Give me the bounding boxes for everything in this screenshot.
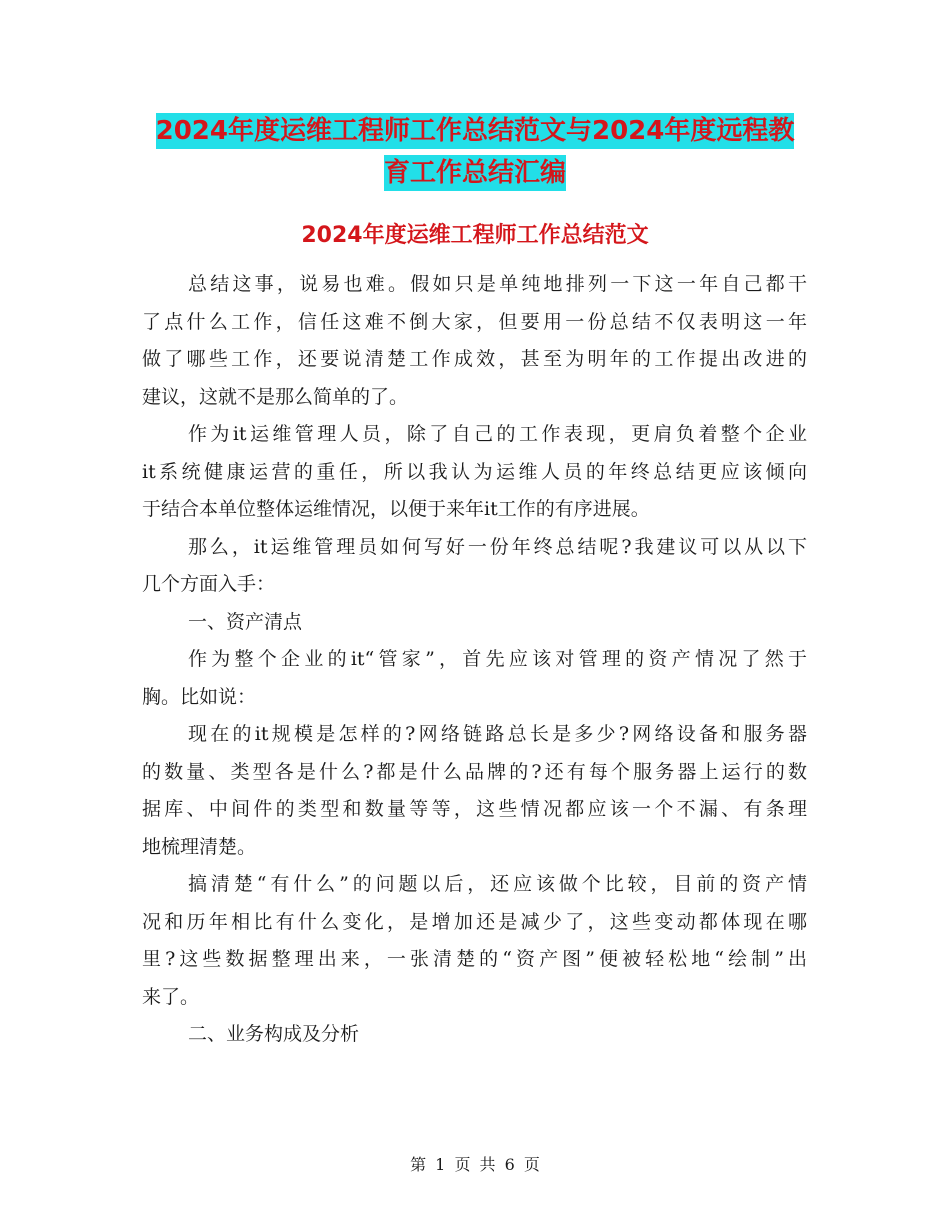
document-title-line-1: 2024年度运维工程师工作总结范文与2024年度远程教 — [0, 108, 950, 154]
paragraph-line: 那么，it运维管理员如何写好一份年终总结呢?我建议可以从以下 — [188, 535, 807, 558]
paragraph-line: 作为整个企业的it“管家”，首先应该对管理的资产情况了然于 — [188, 648, 807, 670]
paragraph-line: 总结这事，说易也难。假如只是单纯地排列一下这一年自己都干 — [188, 273, 807, 295]
paragraph-line: it系统健康运营的重任，所以我认为运维人员的年终总结更应该倾向 — [142, 460, 807, 483]
page-footer: 第 1 页 共 6 页 — [410, 1155, 540, 1174]
paragraph-line: 地梳理清楚。 — [142, 835, 257, 858]
paragraph-line: 胸。比如说： — [142, 685, 257, 708]
paragraph-line: 现在的it规模是怎样的?网络链路总长是多少?网络设备和服务器 — [188, 723, 807, 745]
paragraph-line: 里?这些数据整理出来，一张清楚的“资产图”便被轻松地“绘制”出 — [142, 948, 807, 970]
paragraph-line: 搞清楚“有什么”的问题以后，还应该做个比较，目前的资产情 — [188, 873, 807, 895]
heading-line: 一、资产清点 — [188, 610, 303, 633]
paragraph-line: 况和历年相比有什么变化，是增加还是减少了，这些变动都体现在哪 — [142, 910, 807, 933]
document-title-line-2: 育工作总结汇编 — [0, 150, 950, 196]
paragraph-line: 做了哪些工作，还要说清楚工作成效，甚至为明年的工作提出改进的 — [142, 348, 807, 370]
section-title: 2024年度运维工程师工作总结范文 — [301, 223, 649, 248]
paragraph-line: 几个方面入手： — [142, 573, 276, 595]
paragraph-line: 于结合本单位整体运维情况，以便于来年it工作的有序进展。 — [142, 498, 650, 520]
paragraph-line: 来了。 — [142, 985, 200, 1008]
paragraph-line: 的数量、类型各是什么?都是什么品牌的?还有每个服务器上运行的数 — [142, 760, 807, 783]
document-body — [142, 266, 807, 1054]
paragraph-line: 作为it运维管理人员，除了自己的工作表现，更肩负着整个企业 — [188, 423, 807, 445]
heading-line: 二、业务构成及分析 — [188, 1023, 360, 1045]
paragraph-line: 建议，这就不是那么简单的了。 — [142, 385, 409, 408]
paragraph-line: 了点什么工作，信任这难不倒大家，但要用一份总结不仅表明这一年 — [142, 310, 807, 333]
paragraph-line: 据库、中间件的类型和数量等等，这些情况都应该一个不漏、有条理 — [142, 798, 807, 820]
